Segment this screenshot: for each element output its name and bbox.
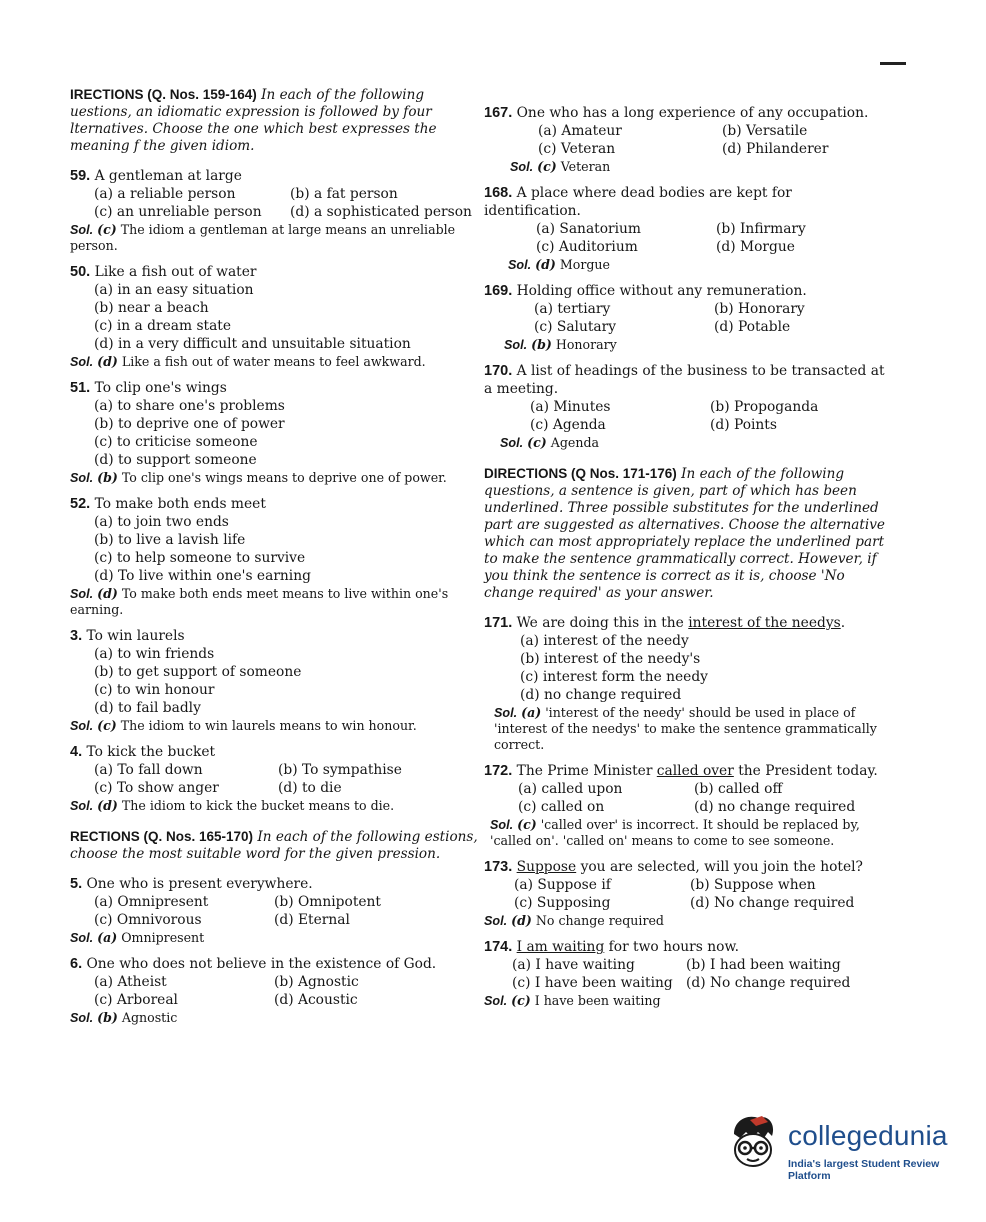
question-text: To make both ends meet: [94, 496, 266, 512]
solution: Sol. (d) No change required: [484, 913, 664, 928]
question-text: A list of headings of the business to be transacted at a meeting.: [484, 363, 885, 397]
option-b: (b) called off: [694, 781, 783, 797]
directions-text: In each of the following questions, a sentence is given, part of which has been underlined. Three possible substitutes for the underlined part are suggested as alternatives. Choose the alternative which can most appropriately replace the underlined part to make the sentence grammatically correct. However, if you think the sentence is correct as it is, choose 'No change required' as your answer.: [484, 466, 885, 601]
option-c: (c) to criticise someone: [94, 434, 258, 450]
question-172: 172. The Prime Minister called over the President today. (a) called upon (b) called off (c) called on (d) no change required Sol. (c) 'called over' is incorrect. It should be replaced by, 'called on'. 'called on' means to come to see someone.: [484, 762, 892, 849]
logo-tagline: India's largest Student Review Platform: [788, 1158, 940, 1182]
option-b: (b) Versatile: [722, 123, 808, 139]
solution: Sol. (c) 'called over' is incorrect. It should be replaced by, 'called on'. 'called on' means to come to see someone.: [490, 817, 860, 848]
option-d: (d) Philanderer: [722, 141, 829, 157]
option-b: (b) Agnostic: [274, 974, 359, 990]
option-a: (a) a reliable person: [94, 186, 236, 202]
question-number: 5.: [70, 876, 83, 892]
page-corner-mark: [880, 62, 906, 71]
option-b: (b) to get support of someone: [94, 664, 302, 680]
option-a: (a) tertiary: [534, 301, 611, 317]
directions-text: In each of the following estions, choose the most suitable word for the given pression.: [70, 829, 478, 862]
solution: Sol. (c) Veteran: [510, 159, 611, 174]
question-text: One who does not believe in the existence of God.: [86, 956, 437, 972]
option-b: (b) a fat person: [290, 186, 398, 202]
option-d: (d) No change required: [686, 975, 851, 991]
question-number: 51.: [70, 380, 91, 396]
directions-text: In each of the following uestions, an idiomatic expression is followed by four lternatives. Choose the one which best expresses the meaning f the given idiom.: [70, 87, 437, 154]
question-text: To kick the bucket: [86, 744, 216, 760]
question-number: 170.: [484, 363, 513, 379]
underlined-part: interest of the needys: [688, 615, 841, 631]
solution: Sol. (c) The idiom to win laurels means to win honour.: [70, 718, 417, 733]
option-a: (a) Sanatorium: [536, 221, 641, 237]
question-159: [70, 167, 478, 254]
solution: Sol. (d) Like a fish out of water means to feel awkward.: [70, 354, 426, 369]
question-167: [484, 104, 892, 175]
solution: Sol. (c) Agenda: [500, 435, 600, 450]
option-b: (b) Propoganda: [710, 399, 819, 415]
option-c: (c) interest form the needy: [520, 669, 708, 685]
option-b: (b) to deprive one of power: [94, 416, 285, 432]
question-171: 171. We are doing this in the interest of the needys. (a) interest of the needy (b) interest of the needy's (c) interest form the needy (d) no change required Sol. (a) 'interest of the needy' should be used in place of 'interest of the needys' to make the sentence grammatically correct.: [484, 614, 892, 753]
option-a: (a) interest of the needy: [520, 633, 689, 649]
question-164: [70, 743, 478, 814]
option-b: (b) Infirmary: [716, 221, 806, 237]
collegedunia-logo: [728, 1112, 968, 1182]
question-number: 167.: [484, 105, 513, 121]
option-c: (c) Veteran: [538, 141, 616, 157]
option-b: (b) near a beach: [94, 300, 209, 316]
option-d: (d) Eternal: [274, 912, 350, 928]
option-d: (d) a sophisticated person: [290, 204, 472, 220]
solution: Sol. (b) To clip one's wings means to deprive one of power.: [70, 470, 447, 485]
question-174: 174. I am waiting for two hours now. (a) I have waiting (b) I had been waiting (c) I have been waiting (d) No change required Sol. (c) I have been waiting: [484, 938, 892, 1009]
option-a: (a) Atheist: [94, 974, 167, 990]
option-a: (a) to share one's problems: [94, 398, 285, 414]
question-161: [70, 379, 478, 486]
option-b: (b) Suppose when: [690, 877, 816, 893]
question-number: 172.: [484, 763, 513, 779]
option-d: (d) Points: [710, 417, 777, 433]
option-c: (c) Salutary: [534, 319, 617, 335]
option-b: (b) I had been waiting: [686, 957, 841, 973]
option-a: (a) To fall down: [94, 762, 203, 778]
question-number: 173.: [484, 859, 513, 875]
option-b: (b) To sympathise: [278, 762, 402, 778]
question-text: Holding office without any remuneration.: [516, 283, 807, 299]
question-165: [70, 875, 478, 946]
solution: Sol. (d) The idiom to kick the bucket means to die.: [70, 798, 395, 813]
question-text: One who is present everywhere.: [86, 876, 313, 892]
option-c: (c) called on: [518, 799, 605, 815]
option-c: (c) to help someone to survive: [94, 550, 306, 566]
option-c: (c) an unreliable person: [94, 204, 262, 220]
student-face-icon: [728, 1112, 778, 1172]
question-163: [70, 627, 478, 734]
question-number: 50.: [70, 264, 91, 280]
question-160: [70, 263, 478, 370]
solution: Sol. (a) 'interest of the needy' should be used in place of 'interest of the needys' to make the sentence grammatically correct.: [494, 705, 877, 752]
option-d: (d) To live within one's earning: [94, 568, 311, 584]
right-column: [484, 104, 892, 1018]
option-d: (d) to support someone: [94, 452, 257, 468]
directions-block-1: [70, 86, 478, 155]
option-d: (d) to die: [278, 780, 342, 796]
option-c: (c) To show anger: [94, 780, 219, 796]
option-d: (d) Potable: [714, 319, 791, 335]
question-number: 52.: [70, 496, 91, 512]
option-c: (c) in a dream state: [94, 318, 232, 334]
directions-heading: IRECTIONS (Q. Nos. 159-164): [70, 87, 257, 102]
option-b: (b) to live a lavish life: [94, 532, 246, 548]
option-c: (c) Agenda: [530, 417, 606, 433]
question-text: Like a fish out of water: [94, 264, 257, 280]
solution: Sol. (c) The idiom a gentleman at large means an unreliable person.: [70, 222, 456, 253]
underlined-part: Suppose: [516, 859, 577, 875]
question-168: [484, 184, 892, 273]
question-number: 6.: [70, 956, 83, 972]
option-a: (a) to join two ends: [94, 514, 229, 530]
question-number: 169.: [484, 283, 513, 299]
solution: Sol. (d) To make both ends meet means to live within one's earning.: [70, 586, 449, 617]
option-b: (b) Omnipotent: [274, 894, 381, 910]
directions-block-3: [484, 465, 892, 602]
question-170: [484, 362, 892, 451]
solution: Sol. (d) Morgue: [508, 257, 610, 272]
solution: Sol. (b) Honorary: [504, 337, 617, 352]
directions-heading: RECTIONS (Q. Nos. 165-170): [70, 829, 254, 844]
option-a: (a) Suppose if: [514, 877, 611, 893]
question-162: [70, 495, 478, 618]
option-c: (c) Supposing: [514, 895, 611, 911]
solution: Sol. (a) Omnipresent: [70, 930, 205, 945]
underlined-part: called over: [656, 763, 734, 779]
option-a: (a) called upon: [518, 781, 623, 797]
option-a: (a) Amateur: [538, 123, 622, 139]
option-c: (c) to win honour: [94, 682, 215, 698]
question-173: 173. Suppose you are selected, will you join the hotel? (a) Suppose if (b) Suppose when (c) Supposing (d) No change required Sol. (d) No change required: [484, 858, 892, 929]
question-number: 3.: [70, 628, 83, 644]
directions-block-2: [70, 828, 478, 863]
logo-brand-text: collegedunia: [788, 1120, 948, 1151]
option-a: (a) I have waiting: [512, 957, 635, 973]
question-text: A place where dead bodies are kept for identification.: [484, 185, 792, 219]
directions-heading: DIRECTIONS (Q Nos. 171-176): [484, 466, 677, 481]
option-d: (d) no change required: [694, 799, 856, 815]
question-number: 168.: [484, 185, 513, 201]
solution: Sol. (c) I have been waiting: [484, 993, 661, 1008]
option-d: (d) no change required: [520, 687, 682, 703]
underlined-part: I am waiting: [516, 939, 605, 955]
option-d: (d) Acoustic: [274, 992, 358, 1008]
question-166: [70, 955, 478, 1026]
question-number: 174.: [484, 939, 513, 955]
option-a: (a) in an easy situation: [94, 282, 254, 298]
option-d: (d) in a very difficult and unsuitable situation: [94, 336, 411, 352]
solution: Sol. (b) Agnostic: [70, 1010, 178, 1025]
option-b: (b) Honorary: [714, 301, 805, 317]
question-text: To win laurels: [86, 628, 185, 644]
option-c: (c) Auditorium: [536, 239, 638, 255]
option-d: (d) to fail badly: [94, 700, 201, 716]
option-c: (c) Omnivorous: [94, 912, 202, 928]
option-d: (d) Morgue: [716, 239, 795, 255]
question-text: One who has a long experience of any occupation.: [516, 105, 869, 121]
option-b: (b) interest of the needy's: [520, 651, 701, 667]
option-d: (d) No change required: [690, 895, 855, 911]
option-a: (a) to win friends: [94, 646, 215, 662]
question-number: 4.: [70, 744, 83, 760]
option-c: (c) Arboreal: [94, 992, 178, 1008]
left-column: [70, 86, 478, 1035]
option-a: (a) Minutes: [530, 399, 611, 415]
question-text: A gentleman at large: [94, 168, 242, 184]
option-a: (a) Omnipresent: [94, 894, 209, 910]
question-169: [484, 282, 892, 353]
question-number: 59.: [70, 168, 91, 184]
question-number: 171.: [484, 615, 513, 631]
option-c: (c) I have been waiting: [512, 975, 673, 991]
question-text: To clip one's wings: [94, 380, 227, 396]
